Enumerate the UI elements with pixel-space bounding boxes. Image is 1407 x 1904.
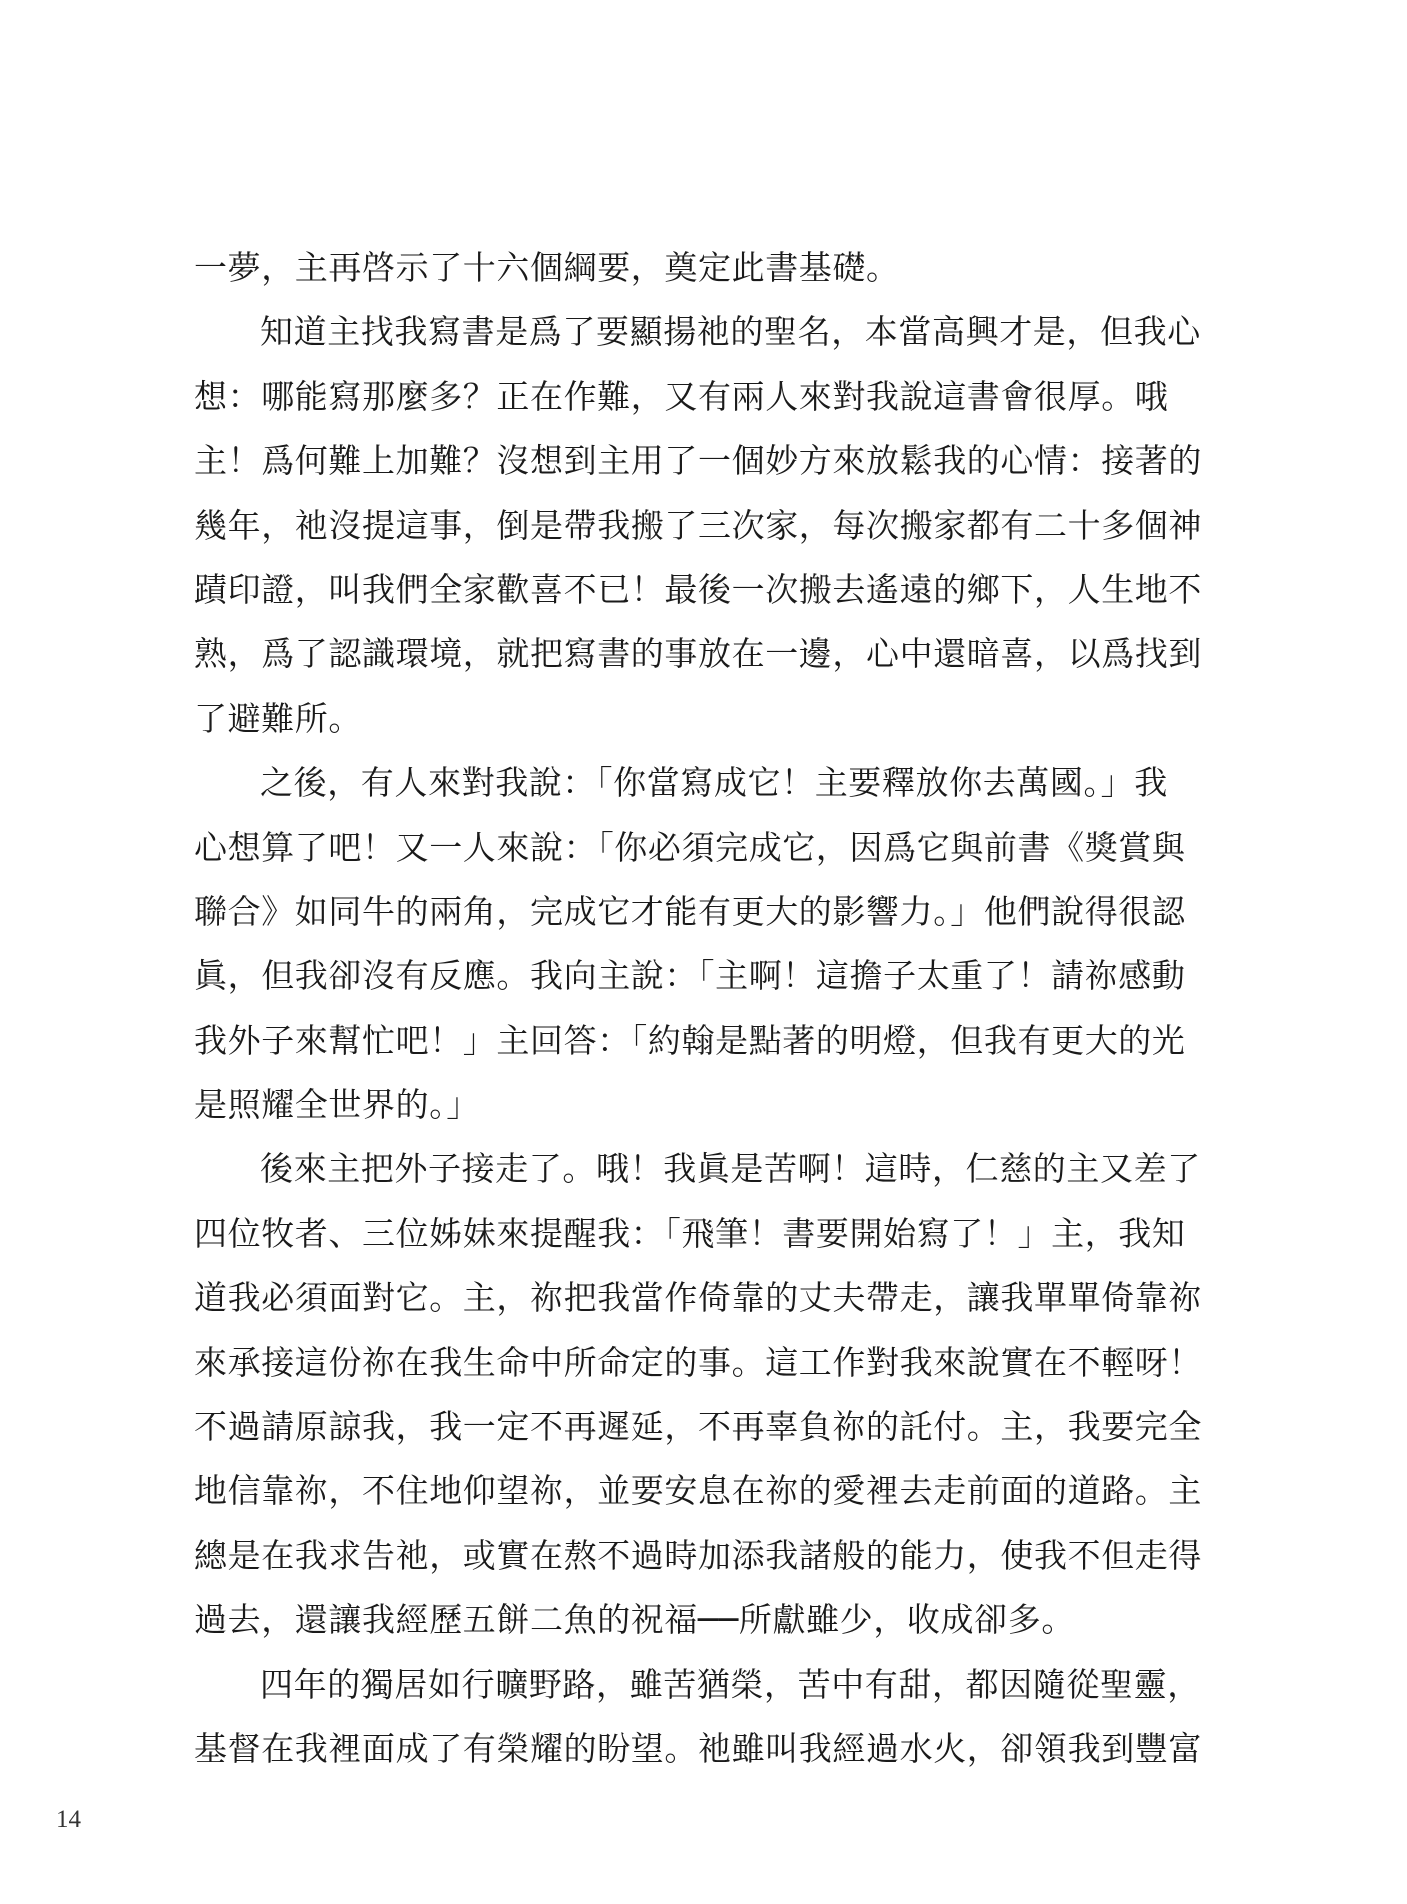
text-line: 來承接這份祢在我生命中所命定的事。這工作對我來說實在不輕呀！ — [194, 1342, 1202, 1382]
text-line: 熟，爲了認識環境，就把寫書的事放在一邊，心中還暗喜，以爲找到 — [194, 634, 1202, 674]
text-line: 我外子來幫忙吧！」主回答：「約翰是點著的明燈，但我有更大的光 — [194, 1020, 1186, 1060]
text-line: 四年的獨居如行曠野路，雖苦猶榮，苦中有甜，都因隨從聖靈， — [260, 1664, 1201, 1704]
text-line: 地信靠祢，不住地仰望祢，並要安息在祢的愛裡去走前面的道路。主 — [194, 1471, 1202, 1511]
text-line: 知道主找我寫書是爲了要顯揚祂的聖名，本當高興才是，但我心 — [260, 312, 1201, 352]
text-line: 想：哪能寫那麼多？正在作難，又有兩人來對我說這書會很厚。哦 — [194, 376, 1169, 416]
text-line: 一夢，主再啓示了十六個綱要，奠定此書基礎。 — [194, 248, 900, 287]
text-line: 幾年，祂沒提這事，倒是帶我搬了三次家，每次搬家都有二十多個神 — [194, 505, 1202, 545]
text-line: 主！爲何難上加難？沒想到主用了一個妙方來放鬆我的心情：接著的 — [194, 441, 1202, 481]
text-line: 是照耀全世界的。」 — [194, 1085, 480, 1125]
text-line: 後來主把外子接走了。哦！我眞是苦啊！這時，仁慈的主又差了 — [260, 1149, 1201, 1189]
text-line: 不過請原諒我，我一定不再遲延，不再辜負祢的託付。主，我要完全 — [194, 1407, 1202, 1447]
text-line: 蹟印證，叫我們全家歡喜不已！最後一次搬去遙遠的鄉下，人生地不 — [194, 569, 1202, 609]
text-line: 四位牧者、三位姊妹來提醒我：「飛筆！書要開始寫了！」主，我知 — [194, 1213, 1186, 1253]
text-line: 眞，但我卻沒有反應。我向主說：「主啊！這擔子太重了！請祢感動 — [194, 956, 1186, 996]
text-line: 基督在我裡面成了有榮耀的盼望。祂雖叫我經過水火，卻領我到豐富 — [194, 1728, 1202, 1768]
text-line: 心想算了吧！又一人來說：「你必須完成它，因爲它與前書《獎賞與 — [194, 827, 1186, 867]
text-line: 道我必須面對它。主，祢把我當作倚靠的丈夫帶走，讓我單單倚靠祢 — [194, 1278, 1202, 1318]
text-line: 了避難所。 — [194, 698, 362, 738]
page-number: 14 — [56, 1806, 81, 1833]
text-line: 過去，還讓我經歷五餅二魚的祝福──所獻雖少，收成卻多。 — [194, 1600, 1075, 1640]
text-line: 總是在我求告祂，或實在熬不過時加添我諸般的能力，使我不但走得 — [194, 1535, 1202, 1575]
body-text — [194, 236, 1214, 1781]
text-line: 之後，有人來對我說：「你當寫成它！主要釋放你去萬國。」我 — [260, 763, 1168, 803]
text-line: 聯合》如同牛的兩角，完成它才能有更大的影響力。」他們說得很認 — [194, 891, 1186, 931]
